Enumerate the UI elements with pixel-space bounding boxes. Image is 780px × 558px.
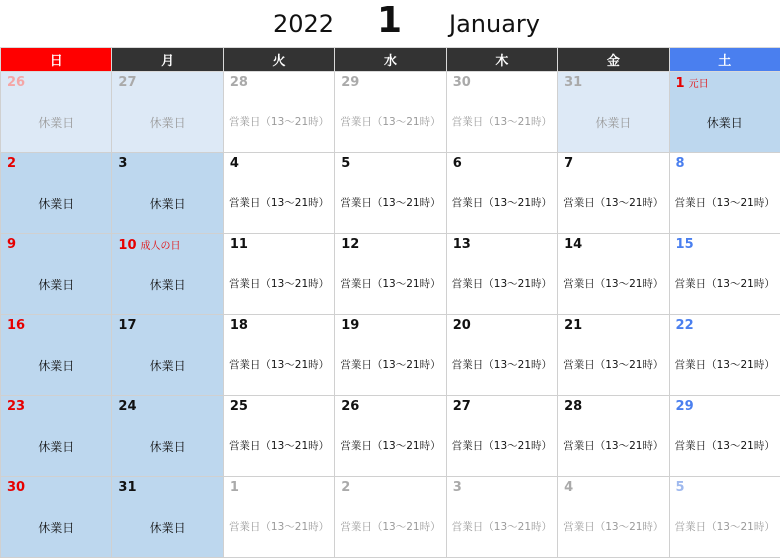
weekday-wednesday: 水 [335,48,446,72]
day-status: 営業日（13～21時） [558,438,668,453]
day-number: 9 [7,237,16,252]
day-number: 31 [564,75,582,90]
weekday-thursday: 木 [446,48,557,72]
weekday-sunday: 日 [1,48,112,72]
day-status: 営業日（13～21時） [670,195,780,210]
calendar-grid [0,47,780,558]
day-number: 5 [341,156,350,171]
day-status: 営業日（13～21時） [224,276,334,291]
day-number: 2 [7,156,16,171]
day-cell[interactable] [558,396,669,477]
day-number: 26 [7,75,25,90]
day-status: 営業日（13～21時） [335,438,445,453]
day-status: 営業日（13～21時） [447,276,557,291]
day-number: 24 [118,399,136,414]
weekday-header-row [1,48,780,72]
day-status: 休業日 [112,357,222,374]
day-cell[interactable] [223,153,334,234]
day-number: 12 [341,237,359,252]
day-status: 休業日 [112,438,222,455]
day-cell[interactable] [558,477,669,558]
day-cell[interactable] [112,396,223,477]
day-status: 営業日（13～21時） [447,195,557,210]
day-number-value: 10 [118,238,136,253]
day-number: 26 [341,399,359,414]
day-cell[interactable] [446,153,557,234]
day-number: 27 [453,399,471,414]
week-row [1,477,780,558]
week-row [1,234,780,315]
day-cell[interactable] [335,477,446,558]
day-number: 3 [453,480,462,495]
day-status: 休業日 [112,195,222,212]
week-row [1,396,780,477]
day-number: 6 [453,156,462,171]
week-row [1,72,780,153]
day-cell[interactable] [446,72,557,153]
day-status: 営業日（13～21時） [335,195,445,210]
day-number: 28 [230,75,248,90]
day-cell[interactable] [446,396,557,477]
day-cell[interactable] [558,234,669,315]
day-number: 20 [453,318,471,333]
day-number: 18 [230,318,248,333]
day-number-value: 1 [676,76,685,91]
day-status: 営業日（13～21時） [670,519,780,534]
day-status: 営業日（13～21時） [335,114,445,129]
day-cell[interactable] [1,477,112,558]
day-status: 営業日（13～21時） [558,357,668,372]
day-cell[interactable] [223,234,334,315]
calendar-header [0,0,780,47]
day-cell[interactable] [112,153,223,234]
day-cell[interactable] [558,153,669,234]
day-status: 営業日（13～21時） [335,357,445,372]
day-number: 14 [564,237,582,252]
day-number: 30 [7,480,25,495]
day-cell[interactable] [1,396,112,477]
day-number [118,237,180,253]
day-cell[interactable] [446,477,557,558]
day-cell[interactable] [1,153,112,234]
day-number: 23 [7,399,25,414]
day-cell[interactable] [112,234,223,315]
year-label: 2022 [273,10,334,38]
day-number: 2 [341,480,350,495]
day-cell[interactable] [112,477,223,558]
day-status: 営業日（13～21時） [447,519,557,534]
day-cell[interactable] [669,153,780,234]
day-cell[interactable] [446,234,557,315]
day-number: 1 [230,480,239,495]
day-cell[interactable] [335,315,446,396]
day-number: 3 [118,156,127,171]
month-number: 1 [377,0,402,41]
day-cell[interactable] [669,477,780,558]
day-status: 営業日（13～21時） [224,519,334,534]
day-status: 休業日 [112,519,222,536]
day-number: 17 [118,318,136,333]
day-status: 休業日 [112,276,222,293]
day-cell[interactable] [558,72,669,153]
day-cell[interactable] [1,234,112,315]
day-status: 休業日 [1,195,111,212]
day-number: 25 [230,399,248,414]
day-cell[interactable] [558,315,669,396]
day-number: 15 [676,237,694,252]
holiday-name: 成人の日 [141,241,181,252]
day-number: 13 [453,237,471,252]
day-cell[interactable] [112,315,223,396]
day-status: 営業日（13～21時） [335,276,445,291]
day-status: 営業日（13～21時） [224,195,334,210]
day-cell[interactable] [223,477,334,558]
day-status: 休業日 [670,114,780,131]
day-status: 営業日（13～21時） [670,276,780,291]
day-status: 休業日 [1,438,111,455]
day-number: 31 [118,480,136,495]
day-number: 21 [564,318,582,333]
day-status: 休業日 [558,114,668,131]
weekday-friday: 金 [558,48,669,72]
day-number: 8 [676,156,685,171]
day-cell[interactable] [223,72,334,153]
weekday-saturday: 土 [669,48,780,72]
day-cell[interactable] [1,72,112,153]
day-status: 休業日 [1,357,111,374]
day-status: 営業日（13～21時） [558,519,668,534]
week-row [1,315,780,396]
day-status: 営業日（13～21時） [558,195,668,210]
day-cell[interactable] [223,396,334,477]
week-row [1,153,780,234]
day-status: 休業日 [112,114,222,131]
day-number: 4 [564,480,573,495]
day-status: 営業日（13～21時） [447,438,557,453]
day-cell[interactable] [1,315,112,396]
day-cell[interactable] [335,396,446,477]
day-cell[interactable] [335,72,446,153]
weekday-tuesday: 火 [223,48,334,72]
day-cell[interactable] [335,234,446,315]
day-status: 営業日（13～21時） [224,438,334,453]
holiday-name: 元日 [689,79,709,90]
day-number: 4 [230,156,239,171]
day-cell[interactable] [112,72,223,153]
day-status: 営業日（13～21時） [558,276,668,291]
day-number [676,75,709,91]
day-number: 7 [564,156,573,171]
weekday-monday: 月 [112,48,223,72]
day-cell[interactable] [669,234,780,315]
day-status: 営業日（13～21時） [224,357,334,372]
day-status: 休業日 [1,276,111,293]
day-number: 28 [564,399,582,414]
day-number: 11 [230,237,248,252]
day-number: 29 [676,399,694,414]
day-status: 休業日 [1,519,111,536]
day-number: 16 [7,318,25,333]
day-status: 休業日 [1,114,111,131]
day-number: 30 [453,75,471,90]
day-number: 22 [676,318,694,333]
day-cell[interactable] [223,315,334,396]
day-cell[interactable] [669,396,780,477]
day-status: 営業日（13～21時） [335,519,445,534]
day-status: 営業日（13～21時） [447,114,557,129]
day-number: 29 [341,75,359,90]
day-status: 営業日（13～21時） [670,357,780,372]
day-cell[interactable] [669,72,780,153]
day-number: 19 [341,318,359,333]
day-status: 営業日（13～21時） [447,357,557,372]
day-status: 営業日（13～21時） [670,438,780,453]
day-number: 5 [676,480,685,495]
day-status: 営業日（13～21時） [224,114,334,129]
day-cell[interactable] [669,315,780,396]
day-number: 27 [118,75,136,90]
day-cell[interactable] [335,153,446,234]
month-name: January [449,10,540,38]
day-cell[interactable] [446,315,557,396]
